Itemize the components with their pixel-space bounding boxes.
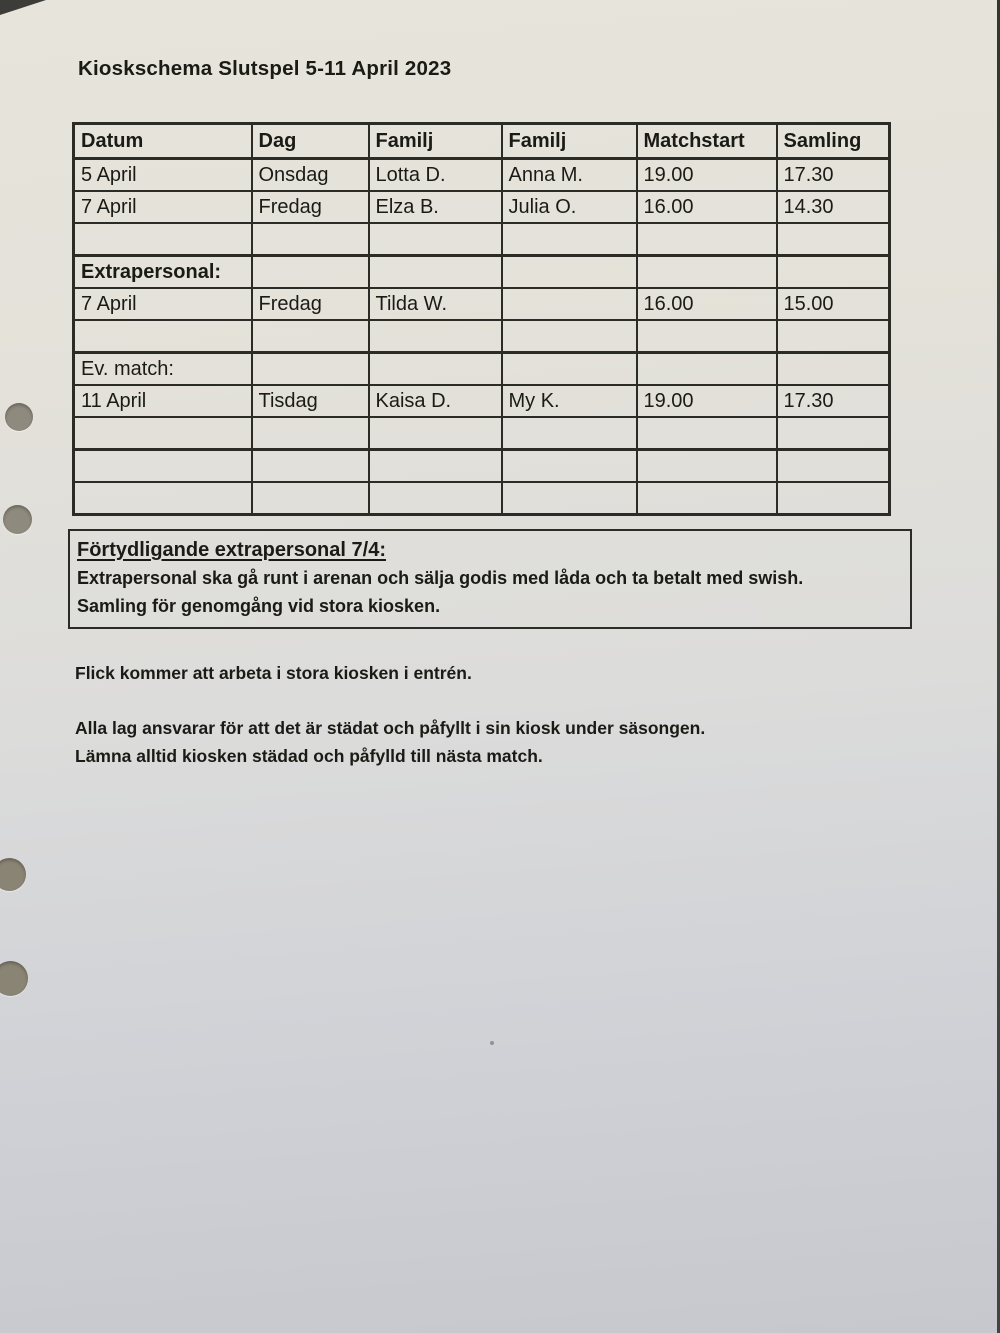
table-row xyxy=(74,288,890,320)
table-row xyxy=(74,450,890,483)
column-header: Familj xyxy=(502,124,637,159)
table-cell xyxy=(369,482,502,515)
table-cell xyxy=(502,256,637,289)
table-row xyxy=(74,191,890,223)
table-cell xyxy=(74,417,252,450)
table-row xyxy=(74,223,890,256)
table-cell xyxy=(369,256,502,289)
table-cell xyxy=(369,320,502,353)
table-cell xyxy=(74,482,252,515)
table-cell xyxy=(502,482,637,515)
table-cell: 5 April xyxy=(74,159,252,192)
table-cell: Onsdag xyxy=(252,159,369,192)
table-cell xyxy=(502,353,637,386)
table-cell xyxy=(637,223,777,256)
paper-speck xyxy=(490,1041,494,1045)
table-cell xyxy=(502,223,637,256)
table-cell xyxy=(369,353,502,386)
table-cell xyxy=(502,417,637,450)
table-row xyxy=(74,385,890,417)
table-cell xyxy=(637,417,777,450)
table-cell xyxy=(369,223,502,256)
table-cell: My K. xyxy=(502,385,637,417)
table-cell: Tilda W. xyxy=(369,288,502,320)
table-cell xyxy=(777,450,890,483)
table-cell: 16.00 xyxy=(637,288,777,320)
table-cell xyxy=(637,320,777,353)
table-cell xyxy=(74,223,252,256)
table-cell: 19.00 xyxy=(637,159,777,192)
note-heading: Förtydligande extrapersonal 7/4: xyxy=(77,539,386,561)
table-row xyxy=(74,320,890,353)
table-cell: 7 April xyxy=(74,191,252,223)
schedule-table xyxy=(72,122,891,516)
table-cell: Lotta D. xyxy=(369,159,502,192)
table-cell: 14.30 xyxy=(777,191,890,223)
table-cell xyxy=(637,353,777,386)
table-cell xyxy=(637,256,777,289)
table-cell: 17.30 xyxy=(777,385,890,417)
table-cell: 7 April xyxy=(74,288,252,320)
column-header: Samling xyxy=(777,124,890,159)
table-cell xyxy=(637,482,777,515)
table-row xyxy=(74,417,890,450)
table-cell: 17.30 xyxy=(777,159,890,192)
table-cell: 16.00 xyxy=(637,191,777,223)
column-header: Datum xyxy=(74,124,252,159)
table-cell xyxy=(502,320,637,353)
column-header: Dag xyxy=(252,124,369,159)
footer-paragraph: Lämna alltid kiosken städad och påfylld till nästa match. xyxy=(75,746,543,766)
table-cell: Tisdag xyxy=(252,385,369,417)
table-cell xyxy=(369,417,502,450)
table-cell xyxy=(502,450,637,483)
table-cell: Fredag xyxy=(252,288,369,320)
table-row xyxy=(74,482,890,515)
table-cell: Julia O. xyxy=(502,191,637,223)
column-header: Matchstart xyxy=(637,124,777,159)
table-cell xyxy=(74,450,252,483)
column-header: Familj xyxy=(369,124,502,159)
table-cell: Fredag xyxy=(252,191,369,223)
table-cell xyxy=(252,482,369,515)
table-cell: Kaisa D. xyxy=(369,385,502,417)
table-body xyxy=(74,159,890,515)
footer-paragraph: Alla lag ansvarar för att det är städat och påfyllt i sin kiosk under säsongen. xyxy=(75,718,706,738)
table-row xyxy=(74,353,890,386)
clarification-note-box xyxy=(68,529,912,629)
document-title: Kioskschema Slutspel 5-11 April 2023 xyxy=(78,57,452,80)
table-cell xyxy=(777,320,890,353)
punch-hole xyxy=(5,403,33,431)
table-cell xyxy=(777,223,890,256)
table-cell: Anna M. xyxy=(502,159,637,192)
table-cell: 15.00 xyxy=(777,288,890,320)
table-cell xyxy=(777,417,890,450)
table-cell xyxy=(252,256,369,289)
table-cell xyxy=(252,353,369,386)
table-cell xyxy=(637,450,777,483)
table-cell xyxy=(777,482,890,515)
table-cell xyxy=(252,223,369,256)
table-cell xyxy=(252,320,369,353)
table-cell xyxy=(74,320,252,353)
table-row xyxy=(74,256,890,289)
table-cell xyxy=(777,256,890,289)
table-cell: Elza B. xyxy=(369,191,502,223)
table-cell: Extrapersonal: xyxy=(74,256,252,289)
table-head xyxy=(74,124,890,159)
table-row xyxy=(74,159,890,192)
note-lines xyxy=(77,564,902,620)
table-cell xyxy=(369,450,502,483)
table-cell xyxy=(252,450,369,483)
header-row xyxy=(74,124,890,159)
table-cell: Ev. match: xyxy=(74,353,252,386)
table-cell xyxy=(252,417,369,450)
punch-hole xyxy=(3,505,32,534)
table-cell xyxy=(777,353,890,386)
note-line: Extrapersonal ska gå runt i arenan och sälja godis med låda och ta betalt med swish. xyxy=(77,568,804,588)
table-cell: 19.00 xyxy=(637,385,777,417)
table-cell xyxy=(502,288,637,320)
table-cell: 11 April xyxy=(74,385,252,417)
footer-paragraph: Flick kommer att arbeta i stora kiosken i entrén. xyxy=(75,663,472,683)
footer-paragraphs xyxy=(75,659,945,770)
note-line: Samling för genomgång vid stora kiosken. xyxy=(77,596,441,616)
